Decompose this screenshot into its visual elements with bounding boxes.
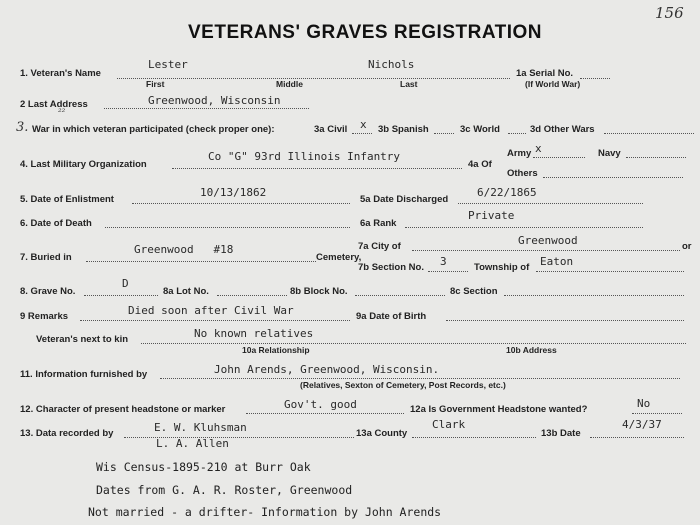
war-number: 3.	[16, 120, 29, 135]
gov-headstone-value: No	[637, 397, 651, 410]
note-line: Not married - a drifter- Information by John Arends	[88, 505, 442, 519]
birth-date-label: 9a Date of Birth	[356, 311, 427, 322]
township-value: Eaton	[540, 255, 574, 268]
serial-line	[580, 78, 610, 79]
buried-line	[86, 261, 316, 262]
next-of-kin-value: No known relatives	[194, 327, 314, 340]
remarks-label: 9 Remarks	[20, 311, 69, 322]
cemetery-label: Cemetery,	[316, 252, 362, 263]
relationship-label: 10a Relationship	[242, 345, 310, 355]
last-label: Last	[400, 79, 418, 89]
military-org-label: 4. Last Military Organization	[20, 159, 147, 170]
rank-label: 6a Rank	[360, 218, 397, 229]
or-label: or	[682, 241, 692, 252]
enlistment-label: 5. Date of Enlistment	[20, 194, 114, 205]
others-line	[543, 177, 683, 178]
civil-line	[352, 133, 372, 134]
discharged-line	[458, 203, 643, 204]
next-of-kin-line	[141, 343, 686, 344]
war-annotation: ²²	[58, 108, 66, 118]
section-no-line	[428, 271, 468, 272]
grave-no-value: D	[122, 277, 129, 290]
headstone-line	[246, 413, 404, 414]
navy-label: Navy	[598, 148, 621, 159]
section-line	[504, 295, 684, 296]
headstone-label: 12. Character of present headstone or marker	[20, 404, 226, 415]
other-wars-label: 3d Other Wars	[530, 124, 595, 135]
buried-label: 7. Buried in	[20, 252, 72, 263]
city-value: Greenwood	[518, 234, 578, 247]
township-line	[536, 271, 684, 272]
cemetery-value: Greenwood #18	[134, 243, 234, 256]
section-no-label: 7b Section No.	[358, 262, 424, 273]
city-line	[412, 250, 680, 251]
war-label: War in which veteran participated (check proper one):	[32, 124, 275, 135]
first-label: First	[146, 79, 165, 89]
block-line	[355, 295, 445, 296]
note-line: Dates from G. A. R. Roster, Greenwood	[96, 483, 353, 497]
city-label: 7a City of	[358, 241, 401, 252]
county-value: Clark	[432, 418, 466, 431]
kin-address-label: 10b Address	[506, 345, 557, 355]
of-label: 4a Of	[468, 159, 492, 170]
date-value: 4/3/37	[622, 418, 662, 431]
serial-label: 1a Serial No.	[516, 68, 574, 79]
lot-line	[217, 295, 287, 296]
military-org-line	[172, 168, 462, 169]
first-name: Lester	[148, 58, 188, 71]
army-mark: x	[535, 142, 542, 155]
date-label: 13b Date	[541, 428, 581, 439]
gov-headstone-label: 12a Is Government Headstone wanted?	[410, 404, 588, 415]
name-line	[117, 78, 510, 79]
others-label: Others	[507, 168, 538, 179]
remarks-line	[80, 320, 350, 321]
military-org-value: Co "G" 93rd Illinois Infantry	[208, 150, 401, 163]
date-line	[590, 437, 684, 438]
headstone-value: Gov't. good	[284, 398, 357, 411]
informant-value: John Arends, Greenwood, Wisconsin.	[214, 363, 440, 376]
middle-label: Middle	[276, 79, 303, 89]
world-line	[508, 133, 526, 134]
section-no-value: 3	[440, 255, 447, 268]
army-line	[533, 157, 585, 158]
veteran-name-label: 1. Veteran's Name	[20, 68, 101, 79]
next-of-kin-label: Veteran's next to kin	[36, 334, 129, 345]
page-number: 156	[655, 4, 684, 22]
remarks-value: Died soon after Civil War	[128, 304, 294, 317]
informant-line	[160, 378, 680, 379]
navy-line	[626, 157, 686, 158]
discharged-value: 6/22/1865	[477, 186, 537, 199]
informant-label: 11. Information furnished by	[20, 369, 148, 380]
discharged-label: 5a Date Discharged	[360, 194, 449, 205]
recorder-label: 13. Data recorded by	[20, 428, 114, 439]
county-label: 13a County	[356, 428, 408, 439]
grave-no-label: 8. Grave No.	[20, 286, 76, 297]
birth-date-line	[446, 320, 684, 321]
lot-label: 8a Lot No.	[163, 286, 209, 297]
civil-mark: x	[360, 118, 367, 131]
address-line	[104, 108, 309, 109]
form-title: VETERANS' GRAVES REGISTRATION	[188, 22, 543, 43]
other-wars-line	[604, 133, 694, 134]
recorder-value-2: L. A. Allen	[156, 437, 229, 450]
death-date-label: 6. Date of Death	[20, 218, 92, 229]
grave-no-line	[84, 295, 158, 296]
rank-line	[405, 227, 643, 228]
township-label: Township of	[474, 262, 530, 273]
death-date-line	[105, 227, 350, 228]
spanish-label: 3b Spanish	[378, 124, 429, 135]
army-label: Army	[507, 148, 532, 159]
spanish-line	[434, 133, 454, 134]
civil-label: 3a Civil	[314, 124, 348, 135]
informant-note: (Relatives, Sexton of Cemetery, Post Records, etc.)	[300, 380, 506, 390]
recorder-value: E. W. Kluhsman	[154, 421, 247, 434]
gov-headstone-line	[632, 413, 682, 414]
block-label: 8b Block No.	[290, 286, 348, 297]
serial-note: (If World War)	[525, 79, 581, 89]
last-address-value: Greenwood, Wisconsin	[148, 94, 281, 107]
county-line	[412, 437, 536, 438]
section-label: 8c Section	[450, 286, 498, 297]
world-label: 3c World	[460, 124, 500, 135]
last-name: Nichols	[368, 58, 415, 71]
last-address-label: 2 Last Address	[20, 99, 88, 110]
rank-value: Private	[468, 209, 515, 222]
enlistment-line	[132, 203, 350, 204]
enlistment-value: 10/13/1862	[200, 186, 267, 199]
note-line: Wis Census-1895-210 at Burr Oak	[96, 460, 311, 474]
